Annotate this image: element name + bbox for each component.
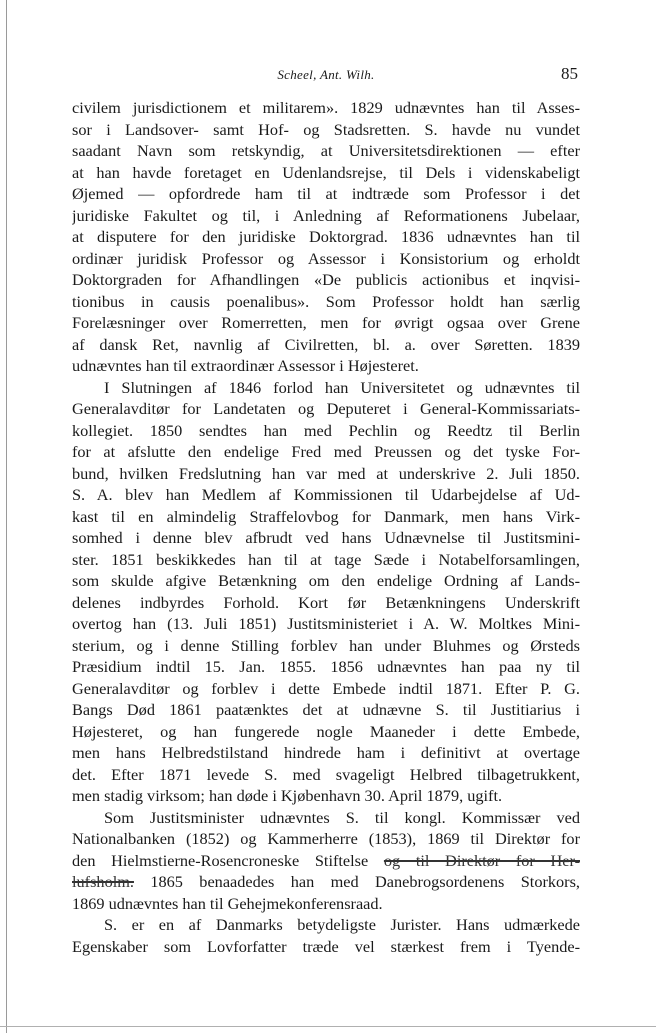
text-line — [72, 570, 580, 592]
line-text: men stadig virksom; han døde i Kjøbenhavn 30. April 1879, ugift. — [72, 786, 503, 805]
line-text: Nationalbanken (1852) og Kammerherre (1853), 1869 til Direktør for — [72, 829, 580, 848]
text-line — [72, 398, 580, 420]
text-line — [72, 936, 580, 958]
line-text: Som Justitsminister udnævntes S. til kongl. Kommissær ved — [104, 807, 580, 827]
line-text: Generalavditør og forblev i dette Embede indtil 1871. Efter P. G. — [72, 678, 580, 698]
line-text: bund, hvilken Fredslutning han var med at underskrive 2. Juli 1850. — [72, 463, 580, 483]
line-text: overtog han (13. Juli 1851) Justitsministeriet i A. W. Moltkes Mini- — [72, 614, 580, 633]
line-text: juridiske Fakultet og til, i Anledning af Reformationens Jubelaar, — [72, 205, 580, 225]
text-line — [72, 248, 580, 270]
text-line — [72, 807, 580, 829]
text-line — [72, 420, 580, 442]
struck-text: lufsholm. — [72, 872, 134, 891]
text-line — [72, 635, 580, 657]
text-line — [72, 699, 580, 721]
line-text: Forelæsninger over Romerretten, men for øvrigt ogsaa over Grene — [72, 313, 580, 332]
line-text: Generalavditør for Landetaten og Deputeret i General-Kommissariats- — [72, 399, 580, 418]
line-text: S. A. blev han Medlem af Kommissionen til Udarbejdelse af Ud- — [72, 485, 580, 504]
text-line — [72, 441, 580, 463]
text-line — [72, 377, 580, 399]
line-text: delenes indbyrdes Forhold. Kort før Betænkningens Underskrift — [72, 592, 580, 612]
line-text: Præsidium indtil 15. Jan. 1855. 1856 udnævntes han paa ny til — [72, 657, 580, 676]
line-text: men hans Helbredstilstand hindrede ham i definitivt at overtage — [72, 743, 580, 762]
text-line — [72, 269, 580, 291]
line-text: sor i Landsover- samt Hof- og Stadsretten. S. havde nu vundet — [72, 119, 580, 139]
text-line — [72, 183, 580, 205]
page-edge-left — [6, 0, 7, 1033]
line-text: Egenskaber som Lovforfatter træde vel stærkest frem i Tyende- — [72, 936, 580, 956]
text-line — [72, 656, 580, 678]
line-text: I Slutningen af 1846 forlod han Universitetet og udnævntes til — [104, 377, 580, 397]
text-line — [72, 140, 580, 162]
line-text: som skulde afgive Betænkning om den endelige Ordning af Lands- — [72, 571, 580, 590]
line-text: ster. 1851 beskikkedes han til at tage Sæde i Notabelforsamlingen, — [72, 549, 580, 569]
line-text: kast til en almindelig Straffelovbog for Danmark, men hans Virk- — [72, 506, 580, 526]
text-line — [72, 463, 580, 485]
line-text: Bangs Død 1861 paatænktes det at udnævne S. til Justitiarius i — [72, 700, 580, 719]
text-line — [72, 226, 580, 248]
line-text: Doktorgraden for Afhandlingen «De publicis actionibus et inqvisi- — [72, 270, 580, 289]
text-line — [72, 355, 580, 377]
line-text: den Hielmstierne-Rosencroneske Stiftelse — [72, 850, 369, 870]
text-line — [72, 205, 580, 227]
line-text: Øjemed — opfordrede ham til at indtræde som Professor i det — [72, 184, 580, 203]
text-line — [72, 592, 580, 614]
line-text: civilem jurisdictionem et militarem». 1829 udnævntes han til Asses- — [72, 98, 580, 117]
text-line — [72, 162, 580, 184]
text-line — [72, 119, 580, 141]
text-line — [72, 893, 580, 915]
line-text: S. er en af Danmarks betydeligste Jurister. Hans udmærkede — [104, 915, 580, 934]
page-edge-bottom — [0, 1026, 656, 1027]
text-line — [72, 914, 580, 936]
line-text: at han havde foretaget en Udenlandsrejse, til Dels i videnskabeligt — [72, 162, 580, 182]
text-line — [72, 97, 580, 119]
text-line — [72, 871, 580, 893]
line-text: tionibus in causis poenalibus». Som Professor holdt han særlig — [72, 291, 580, 311]
text-line — [72, 742, 580, 764]
line-text: at disputere for den juridiske Doktorgrad. 1836 udnævntes han til — [72, 227, 580, 246]
text-line — [72, 678, 580, 700]
line-text: af dansk Ret, navnlig af Civilretten, bl. a. over Søretten. 1839 — [72, 334, 580, 354]
body-text — [72, 97, 580, 957]
text-line — [72, 527, 580, 549]
line-text: 1869 udnævntes han til Gehejmekonferensraad. — [72, 893, 383, 913]
text-line — [72, 613, 580, 635]
running-head — [72, 64, 580, 86]
text-line — [72, 721, 580, 743]
text-line — [72, 506, 580, 528]
text-line — [72, 312, 580, 334]
line-text: kollegiet. 1850 sendtes han med Pechlin og Reedtz til Berlin — [72, 420, 580, 440]
line-text: for at afslutte den endelige Fred med Preussen og det tyske For- — [72, 442, 580, 461]
text-line — [72, 764, 580, 786]
line-text: Højesteret, og han fungerede nogle Maaneder i dette Embede, — [72, 721, 580, 741]
line-text: udnævntes han til extraordinær Assessor i Højesteret. — [72, 356, 419, 375]
line-text: det. Efter 1871 levede S. med svageligt Helbred tilbagetrukkent, — [72, 764, 580, 784]
line-text: 1865 benaadedes han med Danebrogsordenens Storkors, — [150, 872, 580, 891]
line-text: saadant Navn som retskyndig, at Universitetsdirektionen — efter — [72, 141, 580, 160]
text-line — [72, 850, 580, 872]
text-line — [72, 549, 580, 571]
running-title: Scheel, Ant. Wilh. — [277, 67, 375, 82]
page-number: 85 — [561, 64, 578, 83]
text-line — [72, 291, 580, 313]
line-text: somhed i denne blev afbrudt ved hans Udnævnelse til Justitsmini- — [72, 528, 580, 547]
struck-text: og til Direktør for Her- — [383, 850, 580, 870]
text-line — [72, 828, 580, 850]
line-text: ordinær juridisk Professor og Assessor i Konsistorium og erholdt — [72, 248, 580, 268]
text-line — [72, 334, 580, 356]
line-text: sterium, og i denne Stilling forblev han under Bluhmes og Ørsteds — [72, 635, 580, 655]
text-line — [72, 484, 580, 506]
text-line — [72, 785, 580, 807]
